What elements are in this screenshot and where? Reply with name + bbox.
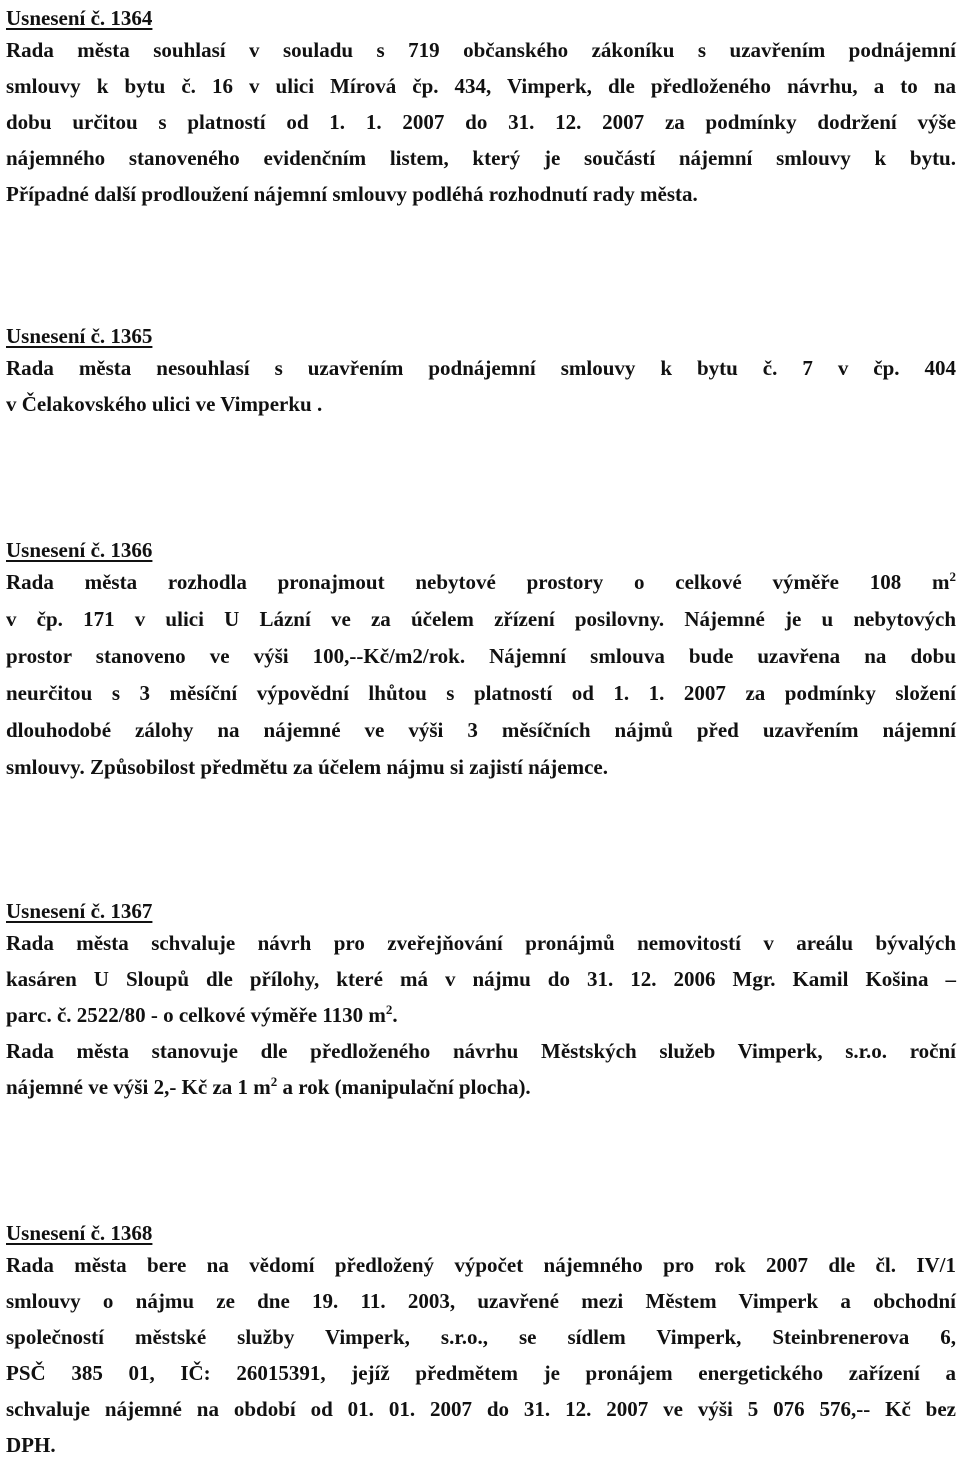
resolution-text-line: Rada města schvaluje návrh pro zveřejňování pronájmů nemovitostí v areálu bývalých xyxy=(6,931,956,955)
resolution-text-line: prostor stanoveno ve výši 100,--Kč/m2/rok. Nájemní smlouva bude uzavřena na dobu xyxy=(6,644,956,668)
resolution-heading: Usnesení č. 1366 xyxy=(6,538,153,562)
resolution-text-line: v čp. 171 v ulici U Lázní ve za účelem zřízení posilovny. Nájemné je u nebytových xyxy=(6,607,956,631)
resolution-heading: Usnesení č. 1364 xyxy=(6,6,153,30)
superscript: 2 xyxy=(385,1002,393,1017)
resolution-text-line: Rada města nesouhlasí s uzavřením podnájemní smlouvy k bytu č. 7 v čp. 404 xyxy=(6,356,956,380)
superscript: 2 xyxy=(949,569,956,584)
resolution-text-line: nájemného stanoveného evidenčním listem, který je součástí nájemní smlouvy k bytu. xyxy=(6,146,956,170)
resolution-text-segment: parc. č. 2522/80 - o celkové výměře 1130 m xyxy=(6,1003,386,1027)
resolution-text-segment: . xyxy=(392,1003,398,1027)
resolution-1365 xyxy=(6,322,956,422)
resolution-text-line: kasáren U Sloupů dle přílohy, které má v nájmu do 31. 12. 2006 Mgr. Kamil Košina – xyxy=(6,967,956,991)
resolution-heading: Usnesení č. 1368 xyxy=(6,1221,153,1245)
resolution-text-line xyxy=(6,564,956,601)
resolution-text-line: dobu určitou s platností od 1. 1. 2007 do 31. 12. 2007 za podmínky dodržení výše xyxy=(6,110,956,134)
resolution-text-line: PSČ 385 01, IČ: 26015391, jejíž předmětem je pronájem energetického zařízení a xyxy=(6,1361,956,1385)
resolution-text-line xyxy=(6,1069,956,1105)
resolution-1366 xyxy=(6,536,956,786)
resolution-text-line: schvaluje nájemné na období od 01. 01. 2007 do 31. 12. 2007 ve výši 5 076 576,-- Kč bez xyxy=(6,1397,956,1421)
resolution-text-line: DPH. xyxy=(6,1433,56,1457)
resolution-text-segment: Rada města rozhodla pronajmout nebytové prostory o celkové výměře 108 m xyxy=(6,570,950,594)
resolution-text-line: smlouvy k bytu č. 16 v ulici Mírová čp. 434, Vimperk, dle předloženého návrhu, a to na xyxy=(6,74,956,98)
resolution-text-line: společností městské služby Vimperk, s.r.o., se sídlem Vimperk, Steinbrenerova 6, xyxy=(6,1325,956,1349)
resolution-text-line: smlouvy o nájmu ze dne 19. 11. 2003, uzavřené mezi Městem Vimperk a obchodní xyxy=(6,1289,956,1313)
resolution-text-line: neurčitou s 3 měsíční výpovědní lhůtou s platností od 1. 1. 2007 za podmínky složení xyxy=(6,681,956,705)
resolution-heading: Usnesení č. 1367 xyxy=(6,899,153,923)
resolution-text-segment: nájemné ve výši 2,- Kč za 1 m xyxy=(6,1075,271,1099)
resolution-text-line: Rada města bere na vědomí předložený výpočet nájemného pro rok 2007 dle čl. IV/1 xyxy=(6,1253,956,1277)
resolution-text-line: v Čelakovského ulici ve Vimperku . xyxy=(6,392,323,416)
resolution-text-line: Rada města souhlasí v souladu s 719 občanského zákoníku s uzavřením podnájemní xyxy=(6,38,956,62)
resolution-text-line: Rada města stanovuje dle předloženého návrhu Městských služeb Vimperk, s.r.o. roční xyxy=(6,1039,956,1063)
resolution-text-line: dlouhodobé zálohy na nájemné ve výši 3 měsíčních nájmů před uzavřením nájemní xyxy=(6,718,956,742)
superscript: 2 xyxy=(270,1074,278,1089)
resolution-1367 xyxy=(6,897,956,1105)
resolution-1364 xyxy=(6,4,956,212)
resolution-heading: Usnesení č. 1365 xyxy=(6,324,153,348)
resolution-1368 xyxy=(6,1219,956,1463)
resolution-text-line: Případné další prodloužení nájemní smlouvy podléhá rozhodnutí rady města. xyxy=(6,182,698,206)
resolution-text-line: smlouvy. Způsobilost předmětu za účelem nájmu si zajistí nájemce. xyxy=(6,755,608,779)
resolution-text-line xyxy=(6,997,956,1033)
resolution-text-segment: a rok (manipulační plocha). xyxy=(277,1075,531,1099)
